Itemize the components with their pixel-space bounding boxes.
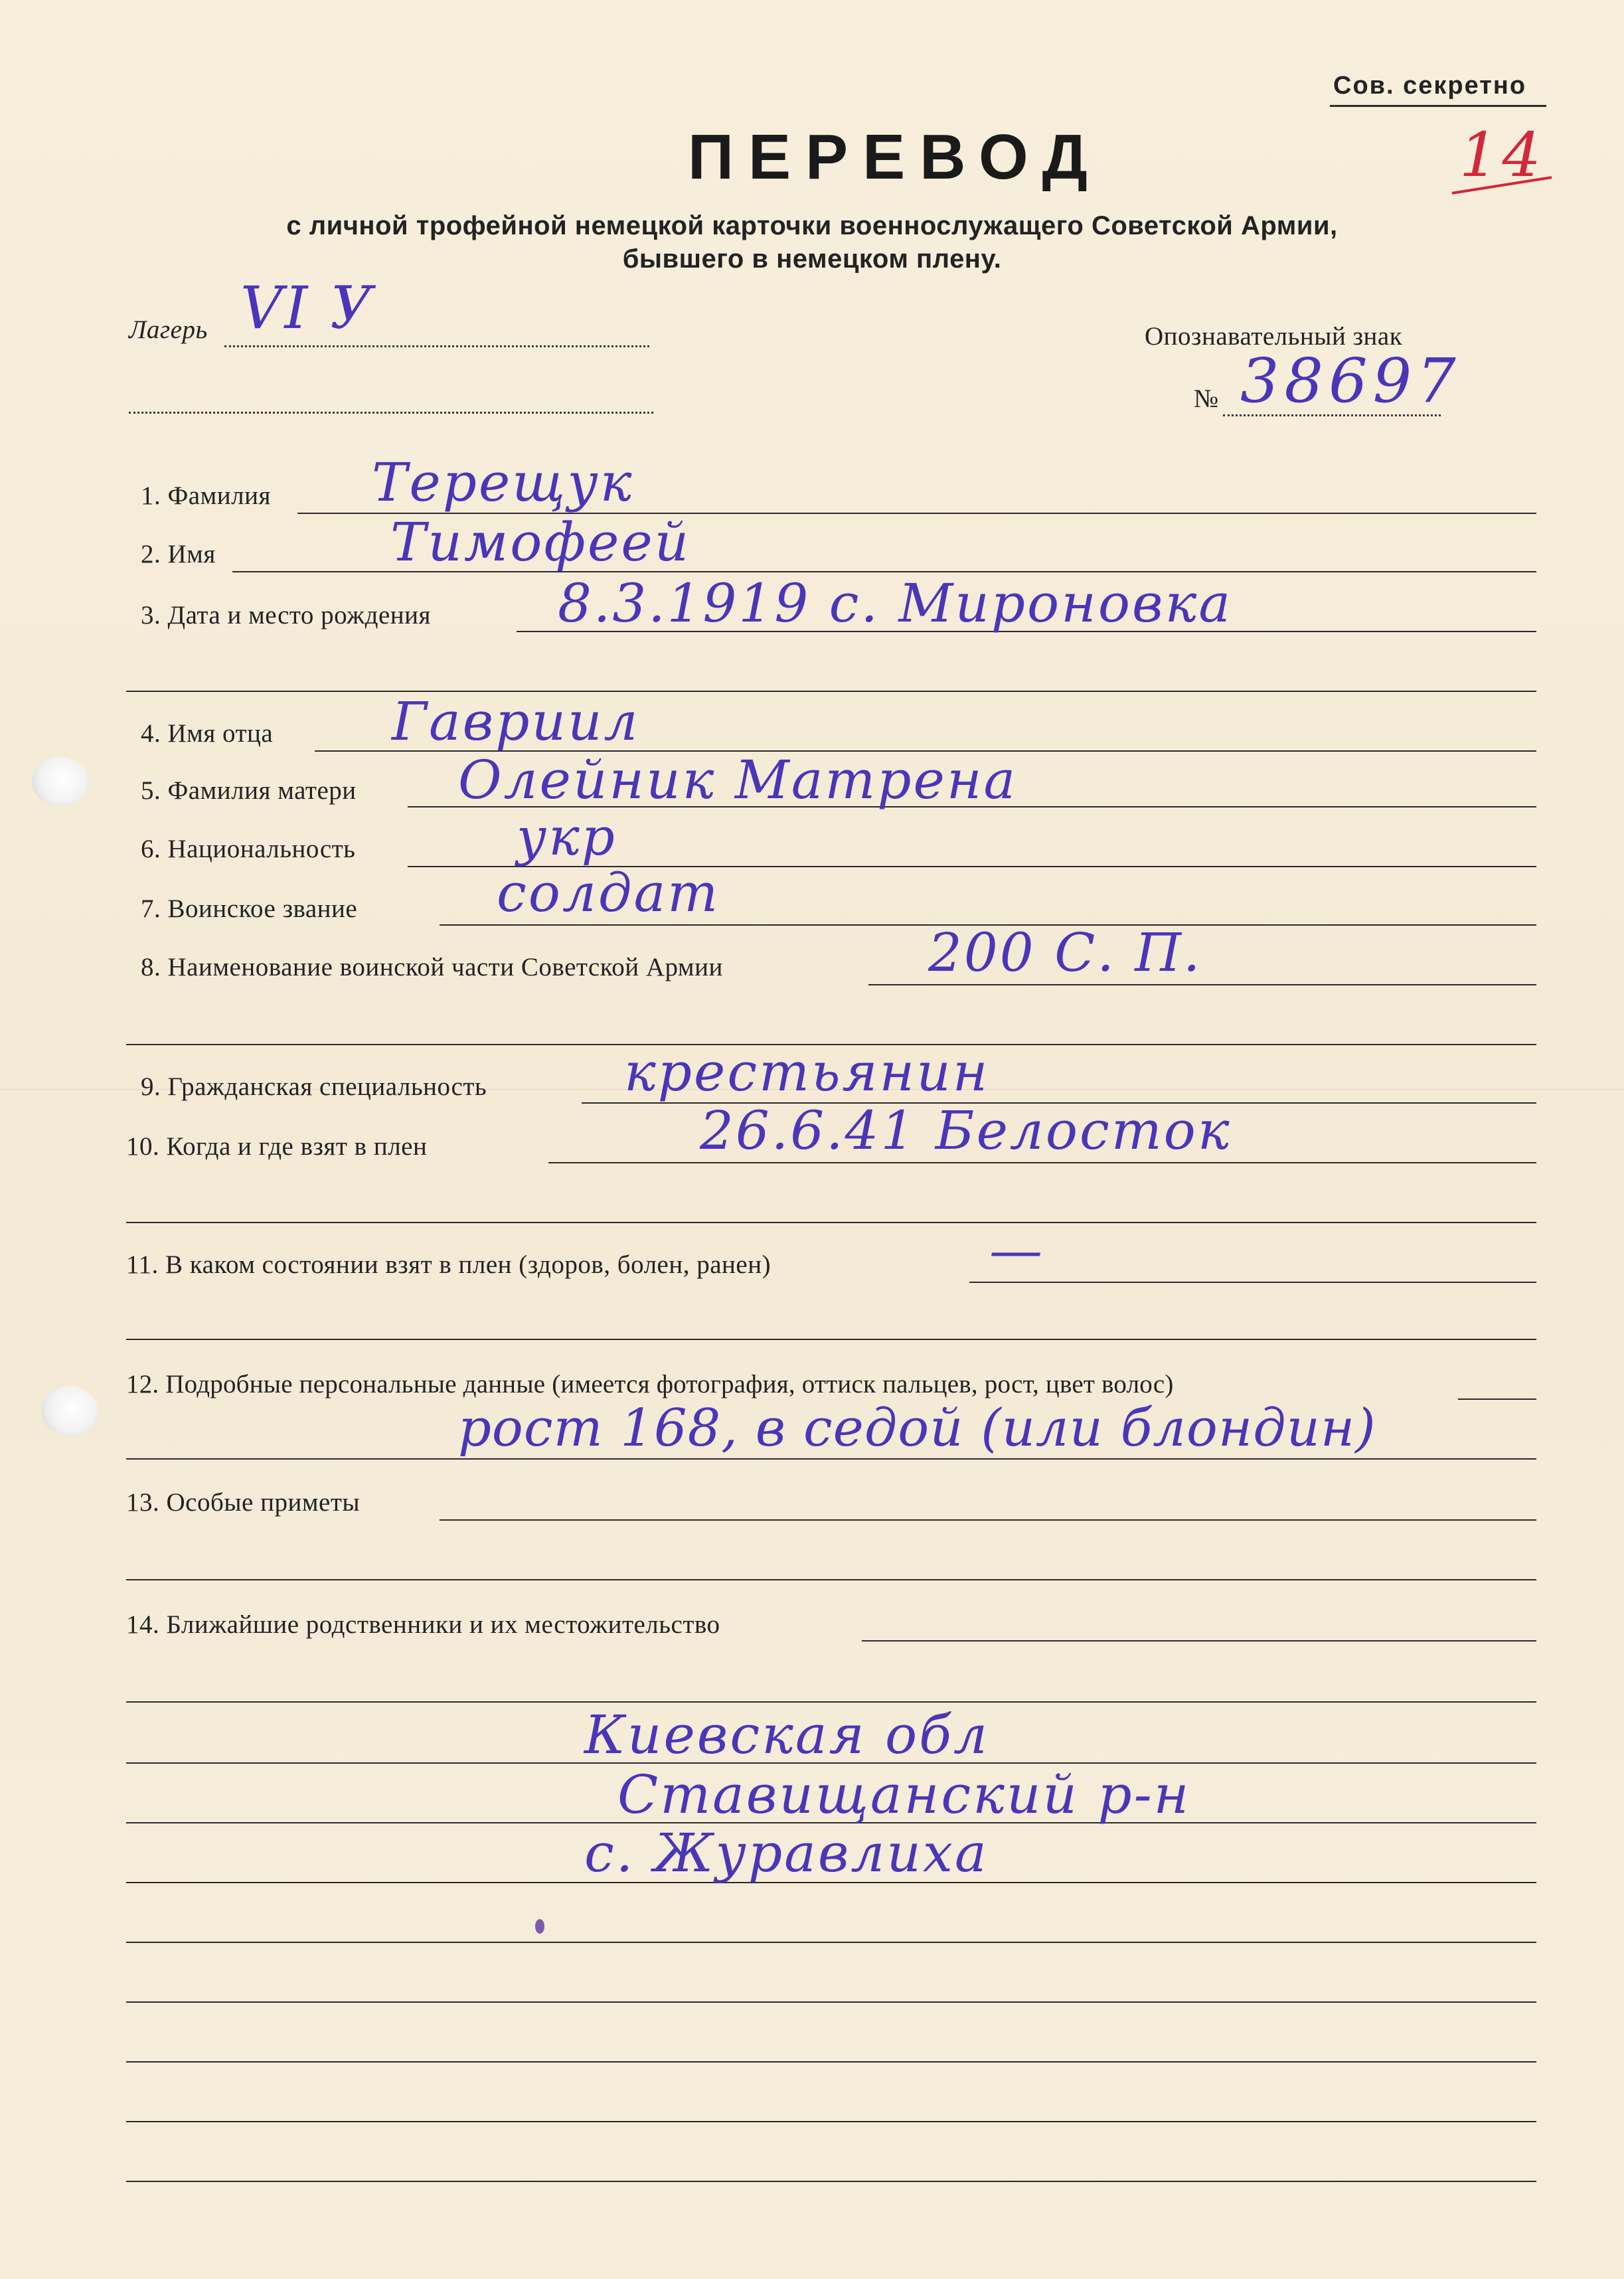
punch-hole-top: [32, 757, 89, 806]
field-surname-value: Терещук: [372, 452, 634, 513]
field-capture-extra-line: [126, 1222, 1536, 1223]
field-nationality-value: укр: [517, 807, 617, 867]
stamp-underline: [1330, 105, 1546, 107]
punch-hole-bottom: [41, 1387, 98, 1436]
field-special-marks-label: 13. Особые приметы: [126, 1488, 361, 1517]
field-special-marks-line: [440, 1519, 1536, 1521]
field-mother-label: 5. Фамилия матери: [141, 776, 357, 805]
field-capture-label: 10. Когда и где взят в плен: [126, 1132, 428, 1161]
relatives-district: Ставищанский р-н: [617, 1764, 1191, 1825]
field-personal-data-extra-line: [126, 1458, 1536, 1460]
id-tag-number-sign: №: [1194, 384, 1219, 413]
field-condition-line: [969, 1282, 1536, 1283]
relatives-line-9: [126, 2181, 1536, 2182]
field-profession-value: крестьянин: [624, 1041, 990, 1103]
field-special-marks-extra-line: [126, 1579, 1536, 1580]
camp-line: [224, 345, 649, 347]
relatives-line-5: [126, 1942, 1536, 1943]
field-capture-value: 26.6.41 Белосток: [700, 1100, 1232, 1161]
camp-extra-line: [129, 412, 653, 414]
field-personal-data-value: рост 168, в седой (или блондин): [458, 1398, 1376, 1458]
field-nationality-label: 6. Национальность: [141, 835, 356, 863]
relatives-village: с. Журавлиха: [584, 1822, 989, 1884]
field-birth-value: 8.3.1919 с. Мироновка: [558, 572, 1233, 634]
camp-value: VI У: [240, 274, 374, 342]
camp-label: Лагерь: [129, 315, 208, 344]
field-mother-value: Олейник Матрена: [458, 749, 1018, 811]
field-personal-data-label: 12. Подробные персональные данные (имеется фотография, оттиск пальцев, рост, цвет волос): [126, 1370, 1174, 1398]
field-personal-data-line: [1458, 1398, 1536, 1400]
relatives-line-8: [126, 2121, 1536, 2122]
field-profession-label: 9. Гражданская специальность: [141, 1072, 487, 1101]
field-name-value: Тимофеей: [390, 511, 691, 573]
field-rank-label: 7. Воинское звание: [141, 894, 358, 923]
field-name-label: 2. Имя: [141, 540, 216, 568]
field-condition-label: 11. В каком состоянии взят в плен (здоров, болен, ранен): [126, 1250, 771, 1279]
field-birth-extra-line: [126, 691, 1536, 692]
field-rank-value: солдат: [497, 862, 720, 924]
relatives-region: Киевская обл: [584, 1704, 989, 1766]
document-title: ПЕРЕВОД: [688, 122, 1102, 193]
ink-blot: [535, 1919, 544, 1934]
field-father-value: Гавриил: [392, 691, 640, 752]
field-condition-extra-line: [126, 1339, 1536, 1340]
sheet-number: 14: [1459, 120, 1546, 191]
id-tag-value: 38697: [1240, 345, 1461, 416]
relatives-line-6: [126, 2001, 1536, 2003]
id-tag-label: Опознавательный знак: [1145, 322, 1403, 351]
field-birth-label: 3. Дата и место рождения: [141, 601, 431, 630]
field-father-label: 4. Имя отца: [141, 719, 274, 748]
secrecy-stamp: Сов. секретно: [1333, 72, 1527, 100]
field-surname-label: 1. Фамилия: [141, 481, 271, 510]
subtitle-line-1: с личной трофейной немецкой карточки военнослужащего Советской Армии,: [286, 211, 1338, 240]
field-relatives-line: [862, 1640, 1536, 1642]
relatives-line-1: [126, 1701, 1536, 1703]
field-unit-label: 8. Наименование воинской части Советской Армии: [141, 953, 723, 981]
field-relatives-label: 14. Ближайшие родственники и их местожительство: [126, 1610, 720, 1639]
field-unit-line: [868, 984, 1536, 985]
field-unit-value: 200 С. П.: [928, 922, 1202, 983]
subtitle-line-2: бывшего в немецком плену.: [622, 244, 1002, 274]
relatives-line-7: [126, 2061, 1536, 2063]
field-capture-line: [548, 1162, 1536, 1163]
field-condition-value: —: [989, 1219, 1044, 1281]
